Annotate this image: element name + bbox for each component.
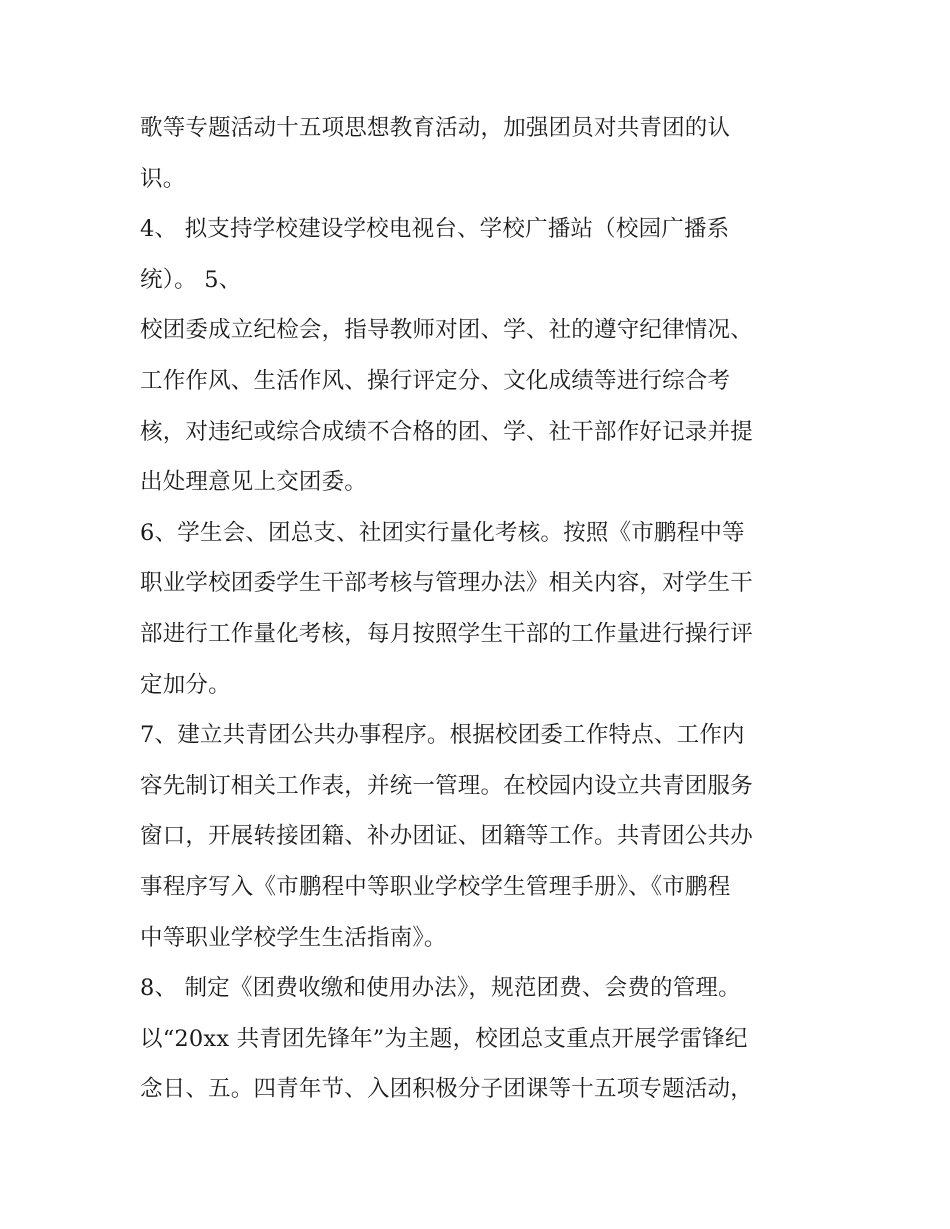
text-line: 6、学生会、团总支、社团实行量化考核。按照《市鹏程中等 [140, 519, 745, 546]
text-line: 事程序写入《市鹏程中等职业学校学生管理手册》、《市鹏程 [140, 873, 731, 900]
text-line: 8、 制定《团费收缴和使用办法》，规范团费、会费的管理。 [140, 975, 741, 1002]
text-line: 出处理意见上交团委。 [140, 469, 368, 496]
text-line: 窗口，开展转接团籍、补办团证、团籍等工作。共青团公共办 [140, 823, 753, 850]
text-line: 职业学校团委学生干部考核与管理办法》相关内容，对学生干 [140, 570, 753, 597]
text-line: 4、 拟支持学校建设学校电视台、学校广播站（校园广播系 [140, 216, 730, 243]
body-text [140, 103, 820, 1115]
text-line: 工作作风、生活作风、操行评定分、文化成绩等进行综合考 [140, 367, 731, 394]
text-line: 核，对违纪或综合成绩不合格的团、学、社干部作好记录并提 [140, 418, 753, 445]
text-line: 7、建立共青团公共办事程序。根据校团委工作特点、工作内 [140, 722, 745, 749]
text-line: 定加分。 [140, 671, 231, 698]
text-line: 部进行工作量化考核，每月按照学生干部的工作量进行操行评 [140, 620, 753, 647]
text-line: 容先制订相关工作表，并统一管理。在校园内设立共青团服务 [140, 772, 753, 799]
text-line: 中等职业学校学生生活指南》。 [140, 924, 447, 951]
text-line: 念日、五。四青年节、入团积极分子团课等十五项专题活动， [140, 1076, 753, 1103]
text-line: 识。 [140, 165, 186, 192]
text-line: 以“20xx 共青团先锋年”为主题，校团总支重点开展学雷锋纪 [140, 1025, 748, 1052]
text-line: 歌等专题活动十五项思想教育活动，加强团员对共青团的认 [140, 115, 731, 141]
text-line: 统）。 5、 [140, 266, 242, 293]
text-line: 校团委成立纪检会，指导教师对团、学、社的遵守纪律情况、 [140, 317, 753, 344]
